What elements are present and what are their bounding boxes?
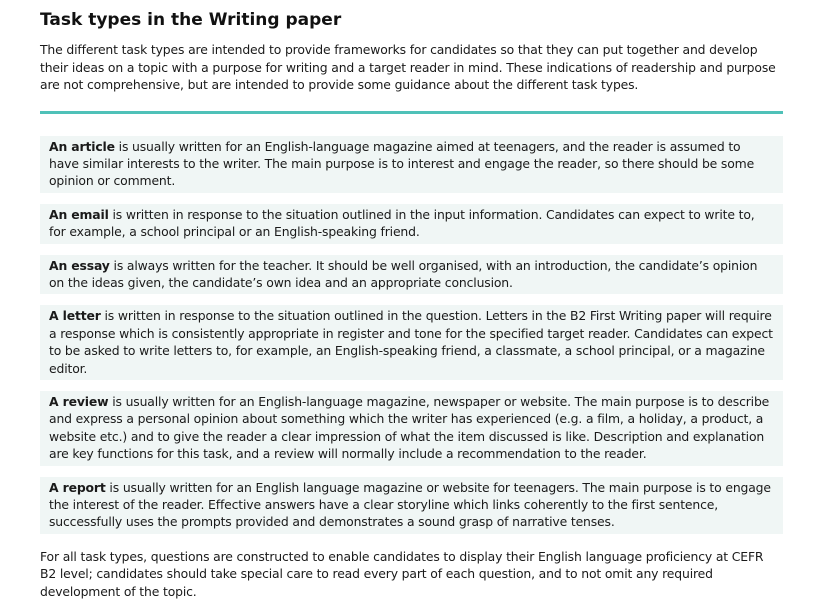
- task-description: is always written for the teacher. It should be well organised, with an introduction, the candidate’s opinion on the ideas given, the candidate’s own idea and an appropriate conclusion.: [49, 257, 758, 290]
- task-description: is usually written for an English-language magazine, newspaper or website. The main purpose is to describe and express a personal opinion about something which the writer has experienced (e.g. a film, a holiday, a product, a website etc.) and to give the reader a clear impression of what the item discussed is like. Description and explanation are key functions for this task, and a review will normally include a recommendation to the reader.: [49, 393, 770, 462]
- task-term: An essay: [49, 257, 110, 273]
- task-description: is usually written for an English language magazine or website for teenagers. The main purpose is to engage the interest of the reader. Effective answers have a clear storyline which links coherently to the first sentence, successfully uses the prompts provided and demonstrates a sound grasp of narrative tenses.: [49, 479, 771, 530]
- task-essay: [40, 255, 783, 295]
- task-type-list: [40, 136, 783, 534]
- page-title: Task types in the Writing paper: [40, 10, 342, 30]
- task-letter: [40, 305, 783, 380]
- task-term: A review: [49, 393, 109, 409]
- task-review: [40, 391, 783, 466]
- intro-paragraph: The different task types are intended to provide frameworks for candidates so that they can put together and develop their ideas on a topic with a purpose for writing and a target reader in mind. These indications of readership and purpose are not comprehensive, but are intended to provide some guidance about the different task types.: [40, 42, 776, 92]
- task-term: An article: [49, 138, 115, 154]
- task-term: An email: [49, 206, 109, 222]
- task-term: A report: [49, 479, 106, 495]
- task-description: is written in response to the situation outlined in the question. Letters in the B2 First Writing paper will require a response which is consistently appropriate in register and tone for the specified target reader. Candidates can expect to be asked to write letters to, for example, an English-speaking friend, a classmate, a school principal, or a magazine editor.: [49, 308, 773, 376]
- accent-divider: [40, 111, 783, 114]
- task-description: is written in response to the situation outlined in the input information. Candidates can expect to write to, for example, a school principal or an English-speaking friend.: [49, 206, 755, 240]
- task-email: [40, 204, 783, 244]
- task-report: [40, 477, 783, 534]
- task-term: A letter: [49, 308, 101, 324]
- task-description: is usually written for an English-language magazine aimed at teenagers, and the reader is assumed to have similar interests to the writer. The main purpose is to interest and engage the reader, so there should be some opinion or comment.: [49, 138, 755, 189]
- task-article: [40, 136, 783, 193]
- footer-paragraph: For all task types, questions are constructed to enable candidates to display their English language proficiency at CEFR B2 level; candidates should take special care to read every part of each question, and to not omit any required development of the topic.: [40, 548, 764, 599]
